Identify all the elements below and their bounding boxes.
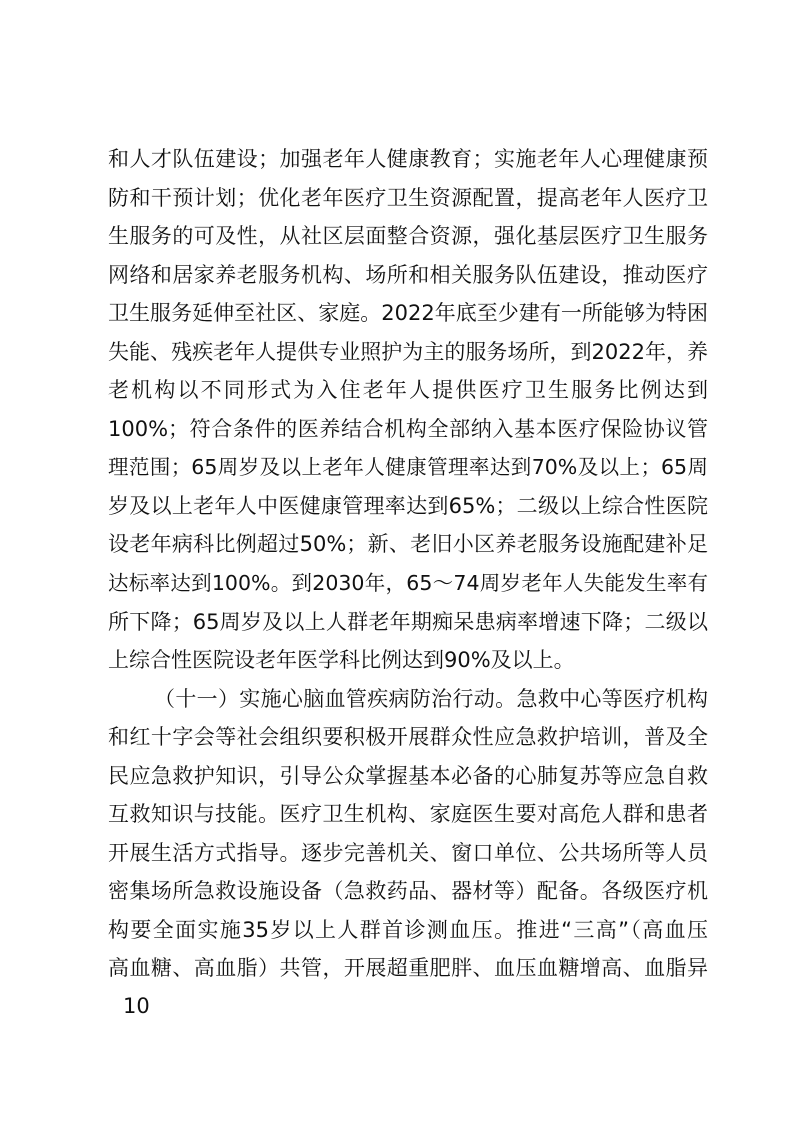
text-line: 密集场所急救设施设备（急救药品、器材等）配备。各级医疗机 (108, 879, 708, 904)
page-number: 10 (123, 994, 150, 1018)
text-line: 所下降；65周岁及以上人群老年期痴呆患病率增速下降；二级以 (108, 609, 708, 634)
text-line: 和人才队伍建设；加强老年人健康教育；实施老年人心理健康预 (108, 147, 708, 171)
text-line: 老机构以不同形式为入住老年人提供医疗卫生服务比例达到 (108, 378, 708, 403)
text-line: 民应急救护知识，引导公众掌握基本必备的心肺复苏等应急自救 (108, 763, 708, 788)
text-line: 岁及以上老年人中医健康管理率达到65%；二级以上综合性医院 (108, 493, 708, 518)
text-line: 和红十字会等社会组织要积极开展群众性应急救护培训，普及全 (108, 725, 708, 750)
text-line: 失能、残疾老年人提供专业照护为主的服务场所，到2022年，养 (108, 339, 708, 364)
text-line: 互救知识与技能。医疗卫生机构、家庭医生要对高危人群和患者 (108, 802, 708, 827)
document-body (108, 140, 708, 988)
text-line: 100%；符合条件的医养结合机构全部纳入基本医疗保险协议管 (108, 416, 708, 441)
text-line: 生服务的可及性，从社区层面整合资源，强化基层医疗卫生服务 (108, 224, 708, 249)
text-line: 防和干预计划；优化老年医疗卫生资源配置，提高老年人医疗卫 (108, 185, 708, 210)
text-line-first: （十一）实施心脑血管疾病防治行动。急救中心等医疗机构 (154, 686, 708, 711)
paragraph-1 (108, 140, 708, 680)
text-line: 构要全面实施35岁以上人群首诊测血压。推进“三高”（高血压 (108, 917, 708, 942)
text-line: 卫生服务延伸至社区、家庭。2022年底至少建有一所能够为特困 (108, 301, 708, 326)
text-line: 理范围；65周岁及以上老年人健康管理率达到70%及以上；65周 (108, 455, 708, 480)
text-line: 设老年病科比例超过50%；新、老旧小区养老服务设施配建补足 (108, 532, 708, 557)
text-line: 高血糖、高血脂）共管，开展超重肥胖、血压血糖增高、血脂异 (108, 956, 708, 981)
text-line: 开展生活方式指导。逐步完善机关、窗口单位、公共场所等人员 (108, 840, 708, 865)
text-line: 网络和居家养老服务机构、场所和相关服务队伍建设，推动医疗 (108, 262, 708, 287)
text-line-last: 上综合性医院设老年医学科比例达到90%及以上。 (108, 648, 575, 673)
text-line: 达标率达到100%。到2030年，65～74周岁老年人失能发生率有 (108, 571, 708, 596)
paragraph-2 (108, 680, 708, 988)
